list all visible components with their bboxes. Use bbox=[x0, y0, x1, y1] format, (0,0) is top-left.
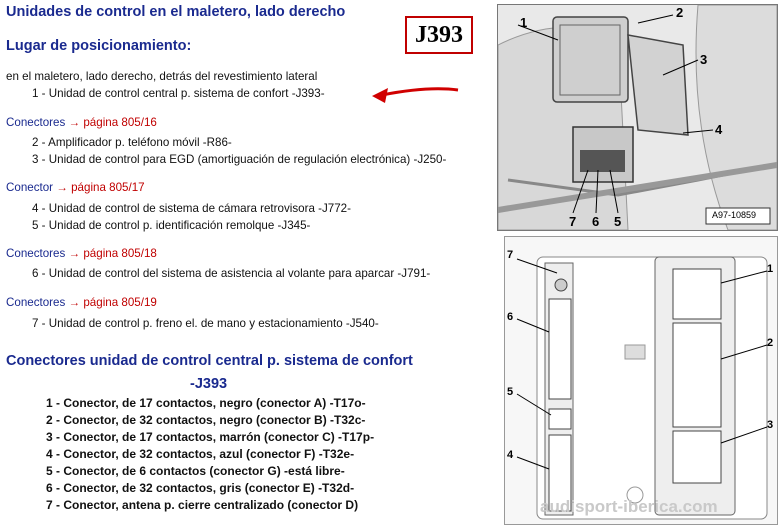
page-link-805-16[interactable]: → página 805/16 bbox=[68, 116, 157, 129]
drawing-callout-4: 4 bbox=[507, 449, 514, 461]
connectors-heading: Conectores unidad de control central p. sistema de confort bbox=[6, 353, 413, 369]
connector-1: 1 - Conector, de 17 contactos, negro (conector A) -T17o- bbox=[46, 396, 366, 410]
connector-7: 7 - Conector, antena p. cierre centralizado (conector D) bbox=[46, 498, 359, 512]
location-heading: Lugar de posicionamiento: bbox=[6, 38, 192, 54]
photo-callout-7: 7 bbox=[569, 214, 577, 229]
component-code-box: J393 bbox=[405, 16, 473, 54]
photo-callout-3: 3 bbox=[700, 52, 708, 67]
group-3-header: Conectores → página 805/18 bbox=[6, 247, 157, 260]
photo-callout-2: 2 bbox=[676, 5, 684, 20]
item-1: 1 - Unidad de control central p. sistema de confort -J393- bbox=[32, 87, 325, 100]
item-3: 3 - Unidad de control para EGD (amortiguación de regulación electrónica) -J250- bbox=[32, 153, 447, 166]
drawing-callout-7: 7 bbox=[507, 249, 514, 261]
connector-2: 2 - Conector, de 32 contactos, negro (conector B) -T32c- bbox=[46, 413, 366, 427]
photo-callout-5: 5 bbox=[614, 214, 622, 229]
page-title: Unidades de control en el maletero, lado derecho bbox=[6, 4, 346, 20]
connector-4: 4 - Conector, de 32 contactos, azul (conector F) -T32e- bbox=[46, 447, 355, 461]
drawing-callout-1: 1 bbox=[767, 263, 774, 275]
watermark: audisport-iberica.com bbox=[540, 497, 718, 516]
drawing-callout-3: 3 bbox=[767, 419, 774, 431]
drawing-callout-6: 6 bbox=[507, 311, 514, 323]
photo-reference: A97-10859 bbox=[712, 210, 757, 220]
drawing-callout-2: 2 bbox=[767, 337, 774, 349]
item-4: 4 - Unidad de control de sistema de cámara retrovisora -J772- bbox=[32, 202, 351, 215]
item-2: 2 - Amplificador p. teléfono móvil -R86- bbox=[32, 136, 232, 149]
connectors-heading-code: -J393 bbox=[190, 376, 228, 392]
red-arrow-icon bbox=[368, 82, 462, 108]
page-link-805-18[interactable]: → página 805/18 bbox=[68, 247, 157, 260]
location-text: en el maletero, lado derecho, detrás del revestimiento lateral bbox=[6, 70, 318, 83]
item-5: 5 - Unidad de control p. identificación remolque -J345- bbox=[32, 219, 311, 232]
connector-5: 5 - Conector, de 6 contactos (conector G) -está libre- bbox=[46, 464, 345, 478]
drawing-callout-5: 5 bbox=[507, 386, 514, 398]
page-link-805-17[interactable]: → página 805/17 bbox=[56, 181, 145, 194]
connector-6: 6 - Conector, de 32 contactos, gris (conector E) -T32d- bbox=[46, 481, 355, 495]
item-7: 7 - Unidad de control p. freno el. de mano y estacionamiento -J540- bbox=[32, 317, 379, 330]
photo-callout-4: 4 bbox=[715, 122, 723, 137]
connector-3: 3 - Conector, de 17 contactos, marrón (conector C) -T17p- bbox=[46, 430, 375, 444]
group-2-header: Conector → página 805/17 bbox=[6, 181, 145, 194]
installation-photo bbox=[497, 4, 778, 231]
item-6: 6 - Unidad de control del sistema de asistencia al volante para aparcar -J791- bbox=[32, 267, 431, 280]
photo-callout-1: 1 bbox=[520, 15, 528, 30]
page-link-805-19[interactable]: → página 805/19 bbox=[68, 296, 157, 309]
group-1-header: Conectores → página 805/16 bbox=[6, 116, 157, 129]
group-4-header: Conectores → página 805/19 bbox=[6, 296, 157, 309]
connector-drawing bbox=[504, 236, 778, 525]
photo-callout-6: 6 bbox=[592, 214, 600, 229]
